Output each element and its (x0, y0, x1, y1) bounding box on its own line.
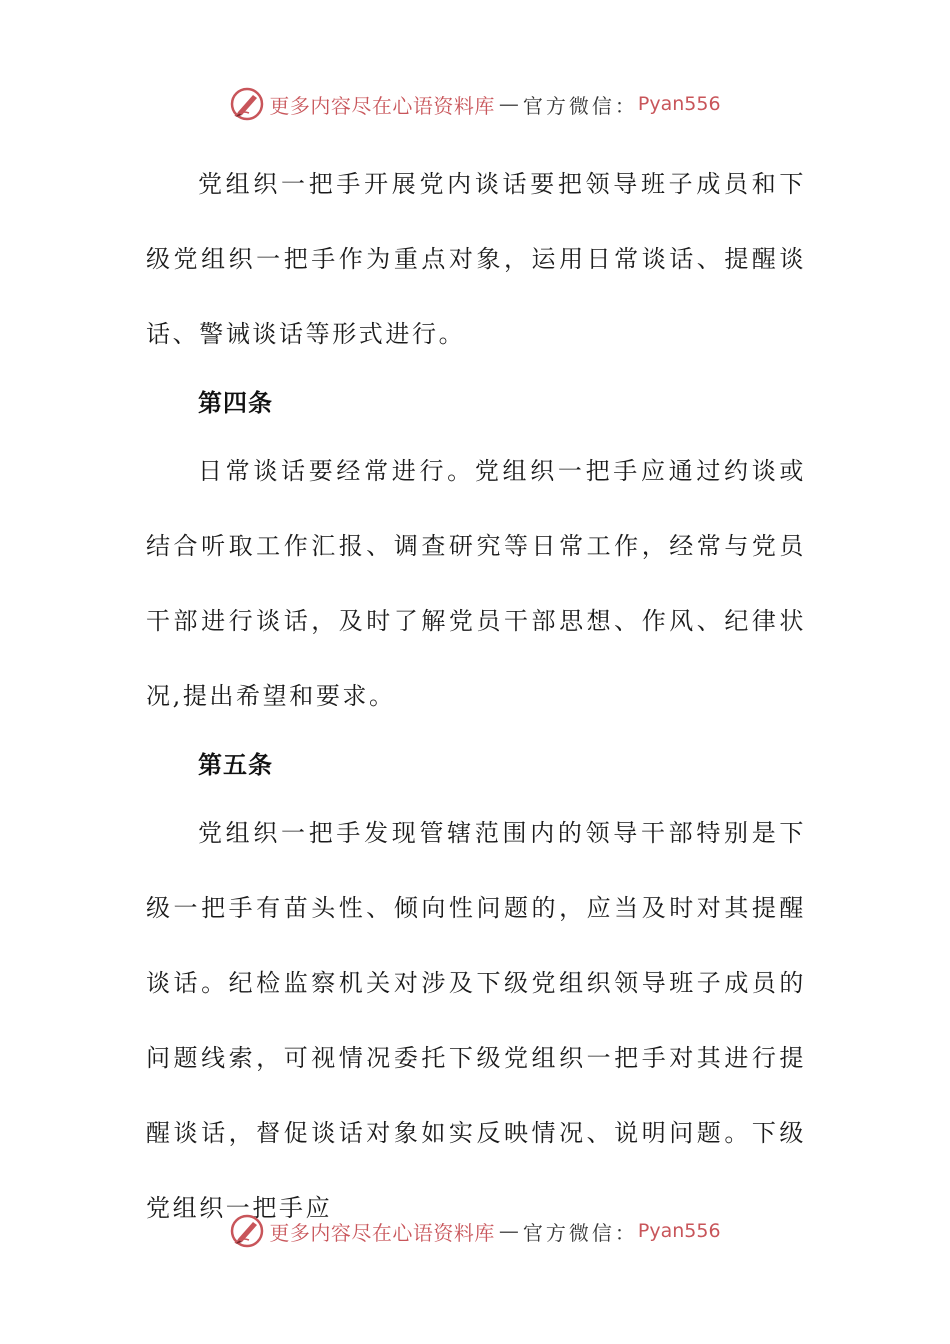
watermark-site-text: 更多内容尽在心语资料库 (269, 1220, 495, 1245)
watermark-site-text: 更多内容尽在心语资料库 (269, 93, 495, 118)
article-heading-4: 第四条 (198, 389, 273, 417)
watermark-wechat-id: Pyan556 (637, 93, 721, 115)
watermark-wechat-label: 官方微信： (522, 1220, 638, 1245)
watermark-wechat-label: 官方微信： (522, 93, 638, 118)
pen-logo-icon (229, 86, 265, 122)
article-heading-5: 第五条 (198, 751, 273, 779)
watermark-separator: — (498, 1219, 519, 1243)
footer-watermark (0, 1211, 950, 1251)
paragraph-3: 党组织一把手发现管辖范围内的领导干部特别是下级一把手有苗头性、倾向性问题的，应当及时对其提醒谈话。纪检监察机关对涉及下级党组织领导班子成员的问题线索，可视情况委托下级党组织一把手对其进行提醒谈话，督促谈话对象如实反映情况、说明问题。下级党组织一把手应 (146, 819, 806, 1222)
pen-logo-icon (229, 1213, 265, 1249)
header-watermark (0, 84, 950, 124)
watermark-separator: — (498, 92, 519, 116)
document-body (146, 147, 806, 1246)
watermark-wechat-id: Pyan556 (637, 1220, 721, 1242)
paragraph-2: 日常谈话要经常进行。党组织一把手应通过约谈或结合听取工作汇报、调查研究等日常工作，经常与党员干部进行谈话，及时了解党员干部思想、作风、纪律状况,提出希望和要求。 (146, 457, 806, 710)
paragraph-1: 党组织一把手开展党内谈话要把领导班子成员和下级党组织一把手作为重点对象，运用日常谈话、提醒谈话、警诫谈话等形式进行。 (146, 170, 806, 348)
